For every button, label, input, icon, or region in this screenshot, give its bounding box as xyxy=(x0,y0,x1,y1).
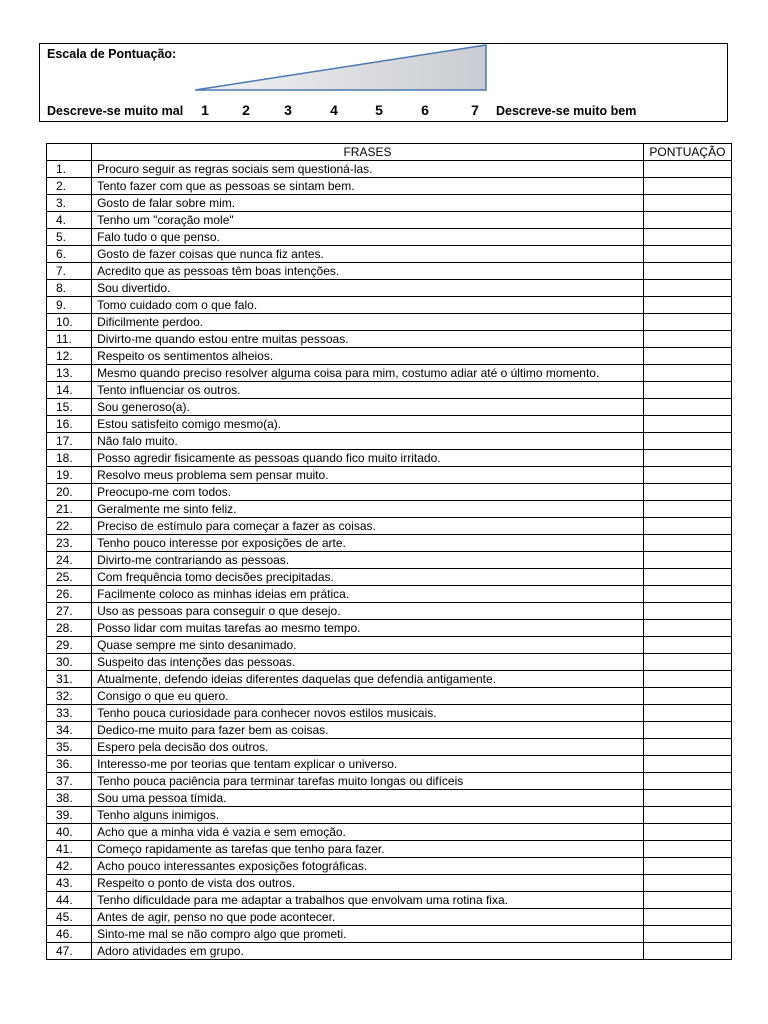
row-phrase: Divirto-me quando estou entre muitas pessoas. xyxy=(92,331,644,348)
row-phrase: Sinto-me mal se não compro algo que prometi. xyxy=(92,926,644,943)
row-score-cell[interactable] xyxy=(643,552,731,569)
table-row xyxy=(47,467,732,484)
row-phrase: Antes de agir, penso no que pode acontecer. xyxy=(92,909,644,926)
table-row xyxy=(47,297,732,314)
row-phrase: Tenho um "coração mole" xyxy=(92,212,644,229)
row-score-cell[interactable] xyxy=(643,654,731,671)
row-number: 7. xyxy=(47,263,92,280)
row-score-cell[interactable] xyxy=(643,705,731,722)
row-number: 23. xyxy=(47,535,92,552)
row-phrase: Interesso-me por teorias que tentam explicar o universo. xyxy=(92,756,644,773)
table-row xyxy=(47,484,732,501)
row-number: 22. xyxy=(47,518,92,535)
row-phrase: Respeito o ponto de vista dos outros. xyxy=(92,875,644,892)
table-header-row xyxy=(47,144,732,161)
row-phrase: Uso as pessoas para conseguir o que desejo. xyxy=(92,603,644,620)
header-phrases: FRASES xyxy=(92,144,644,161)
row-phrase: Dificilmente perdoo. xyxy=(92,314,644,331)
row-number: 17. xyxy=(47,433,92,450)
row-number: 39. xyxy=(47,807,92,824)
row-score-cell[interactable] xyxy=(643,195,731,212)
row-score-cell[interactable] xyxy=(643,331,731,348)
table-row xyxy=(47,518,732,535)
row-score-cell[interactable] xyxy=(643,484,731,501)
table-row xyxy=(47,722,732,739)
table-row xyxy=(47,314,732,331)
row-number: 13. xyxy=(47,365,92,382)
table-row xyxy=(47,858,732,875)
row-number: 24. xyxy=(47,552,92,569)
row-phrase: Espero pela decisão dos outros. xyxy=(92,739,644,756)
row-phrase: Facilmente coloco as minhas ideias em prática. xyxy=(92,586,644,603)
row-phrase: Quase sempre me sinto desanimado. xyxy=(92,637,644,654)
row-score-cell[interactable] xyxy=(643,926,731,943)
row-score-cell[interactable] xyxy=(643,399,731,416)
row-phrase: Sou generoso(a). xyxy=(92,399,644,416)
row-number: 15. xyxy=(47,399,92,416)
table-row xyxy=(47,161,732,178)
row-score-cell[interactable] xyxy=(643,824,731,841)
header-number-cell xyxy=(47,144,92,161)
row-score-cell[interactable] xyxy=(643,212,731,229)
row-score-cell[interactable] xyxy=(643,603,731,620)
table-row xyxy=(47,705,732,722)
row-score-cell[interactable] xyxy=(643,365,731,382)
row-number: 18. xyxy=(47,450,92,467)
row-number: 41. xyxy=(47,841,92,858)
row-number: 2. xyxy=(47,178,92,195)
table-row xyxy=(47,365,732,382)
table-row xyxy=(47,212,732,229)
table-row xyxy=(47,943,732,960)
row-score-cell[interactable] xyxy=(643,518,731,535)
table-row xyxy=(47,807,732,824)
row-phrase: Com frequência tomo decisões precipitadas. xyxy=(92,569,644,586)
table-row xyxy=(47,790,732,807)
scale-triangle-graphic xyxy=(193,44,488,92)
table-row xyxy=(47,178,732,195)
row-phrase: Estou satisfeito comigo mesmo(a). xyxy=(92,416,644,433)
row-score-cell[interactable] xyxy=(643,909,731,926)
row-score-cell[interactable] xyxy=(643,263,731,280)
table-row xyxy=(47,552,732,569)
scale-number-2: 2 xyxy=(242,102,250,118)
table-body xyxy=(47,161,732,960)
row-number: 30. xyxy=(47,654,92,671)
row-number: 31. xyxy=(47,671,92,688)
row-number: 32. xyxy=(47,688,92,705)
row-number: 16. xyxy=(47,416,92,433)
table-row xyxy=(47,229,732,246)
row-score-cell[interactable] xyxy=(643,467,731,484)
table-row xyxy=(47,416,732,433)
scale-left-label: Descreve-se muito mal xyxy=(47,104,184,118)
score-scale-box xyxy=(39,43,728,122)
row-phrase: Resolvo meus problema sem pensar muito. xyxy=(92,467,644,484)
row-score-cell[interactable] xyxy=(643,450,731,467)
row-score-cell[interactable] xyxy=(643,416,731,433)
row-score-cell[interactable] xyxy=(643,739,731,756)
table-row xyxy=(47,773,732,790)
row-number: 37. xyxy=(47,773,92,790)
table-row xyxy=(47,654,732,671)
row-number: 1. xyxy=(47,161,92,178)
row-number: 33. xyxy=(47,705,92,722)
table-row xyxy=(47,620,732,637)
table-row xyxy=(47,739,732,756)
table-row xyxy=(47,195,732,212)
row-number: 12. xyxy=(47,348,92,365)
row-number: 6. xyxy=(47,246,92,263)
row-phrase: Sou divertido. xyxy=(92,280,644,297)
row-phrase: Tenho pouca paciência para terminar tarefas muito longas ou difíceis xyxy=(92,773,644,790)
row-number: 44. xyxy=(47,892,92,909)
table-row xyxy=(47,637,732,654)
row-score-cell[interactable] xyxy=(643,280,731,297)
scale-number-4: 4 xyxy=(330,102,338,118)
row-number: 20. xyxy=(47,484,92,501)
row-score-cell[interactable] xyxy=(643,756,731,773)
table-row xyxy=(47,331,732,348)
table-row xyxy=(47,263,732,280)
scale-right-label: Descreve-se muito bem xyxy=(496,104,637,118)
row-score-cell[interactable] xyxy=(643,569,731,586)
row-score-cell[interactable] xyxy=(643,297,731,314)
scale-number-6: 6 xyxy=(421,102,429,118)
row-phrase: Tomo cuidado com o que falo. xyxy=(92,297,644,314)
table-row xyxy=(47,433,732,450)
row-phrase: Não falo muito. xyxy=(92,433,644,450)
row-number: 27. xyxy=(47,603,92,620)
row-number: 5. xyxy=(47,229,92,246)
table-row xyxy=(47,280,732,297)
table-row xyxy=(47,535,732,552)
row-phrase: Divirto-me contrariando as pessoas. xyxy=(92,552,644,569)
row-phrase: Falo tudo o que penso. xyxy=(92,229,644,246)
row-number: 47. xyxy=(47,943,92,960)
row-score-cell[interactable] xyxy=(643,773,731,790)
table-row xyxy=(47,348,732,365)
row-phrase: Gosto de fazer coisas que nunca fiz antes. xyxy=(92,246,644,263)
row-score-cell[interactable] xyxy=(643,722,731,739)
table-row xyxy=(47,892,732,909)
table-row xyxy=(47,501,732,518)
scale-number-3: 3 xyxy=(284,102,292,118)
row-number: 40. xyxy=(47,824,92,841)
scale-number-5: 5 xyxy=(375,102,383,118)
row-number: 26. xyxy=(47,586,92,603)
row-score-cell[interactable] xyxy=(643,858,731,875)
row-score-cell[interactable] xyxy=(643,229,731,246)
row-phrase: Atualmente, defendo ideias diferentes daquelas que defendia antigamente. xyxy=(92,671,644,688)
row-phrase: Tento influenciar os outros. xyxy=(92,382,644,399)
scale-number-7: 7 xyxy=(471,102,479,118)
row-phrase: Geralmente me sinto feliz. xyxy=(92,501,644,518)
row-number: 43. xyxy=(47,875,92,892)
scale-title: Escala de Pontuação: xyxy=(47,47,177,61)
table-row xyxy=(47,909,732,926)
table-row xyxy=(47,926,732,943)
row-score-cell[interactable] xyxy=(643,875,731,892)
table-row xyxy=(47,688,732,705)
table-row xyxy=(47,841,732,858)
table-row xyxy=(47,399,732,416)
row-phrase: Tenho alguns inimigos. xyxy=(92,807,644,824)
table-row xyxy=(47,756,732,773)
row-number: 36. xyxy=(47,756,92,773)
row-score-cell[interactable] xyxy=(643,892,731,909)
row-number: 25. xyxy=(47,569,92,586)
table-row xyxy=(47,450,732,467)
row-number: 35. xyxy=(47,739,92,756)
row-number: 19. xyxy=(47,467,92,484)
row-phrase: Começo rapidamente as tarefas que tenho para fazer. xyxy=(92,841,644,858)
row-number: 46. xyxy=(47,926,92,943)
table-row xyxy=(47,603,732,620)
phrases-table xyxy=(46,143,732,960)
row-number: 28. xyxy=(47,620,92,637)
row-score-cell[interactable] xyxy=(643,620,731,637)
row-score-cell[interactable] xyxy=(643,790,731,807)
row-phrase: Tenho pouca curiosidade para conhecer novos estilos musicais. xyxy=(92,705,644,722)
row-score-cell[interactable] xyxy=(643,586,731,603)
table-row xyxy=(47,246,732,263)
row-phrase: Procuro seguir as regras sociais sem questioná-las. xyxy=(92,161,644,178)
row-phrase: Sou uma pessoa tímida. xyxy=(92,790,644,807)
row-phrase: Consigo o que eu quero. xyxy=(92,688,644,705)
row-phrase: Posso lidar com muitas tarefas ao mesmo tempo. xyxy=(92,620,644,637)
row-number: 14. xyxy=(47,382,92,399)
row-phrase: Suspeito das intenções das pessoas. xyxy=(92,654,644,671)
row-phrase: Acredito que as pessoas têm boas intenções. xyxy=(92,263,644,280)
table-row xyxy=(47,569,732,586)
row-number: 4. xyxy=(47,212,92,229)
row-number: 42. xyxy=(47,858,92,875)
row-score-cell[interactable] xyxy=(643,178,731,195)
row-score-cell[interactable] xyxy=(643,637,731,654)
row-phrase: Acho pouco interessantes exposições fotográficas. xyxy=(92,858,644,875)
header-score: PONTUAÇÃO xyxy=(643,144,731,161)
row-number: 45. xyxy=(47,909,92,926)
row-phrase: Gosto de falar sobre mim. xyxy=(92,195,644,212)
row-score-cell[interactable] xyxy=(643,841,731,858)
row-score-cell[interactable] xyxy=(643,807,731,824)
row-phrase: Tenho dificuldade para me adaptar a trabalhos que envolvam uma rotina fixa. xyxy=(92,892,644,909)
row-number: 9. xyxy=(47,297,92,314)
row-phrase: Posso agredir fisicamente as pessoas quando fico muito irritado. xyxy=(92,450,644,467)
row-phrase: Mesmo quando preciso resolver alguma coisa para mim, costumo adiar até o último momento. xyxy=(92,365,644,382)
row-score-cell[interactable] xyxy=(643,161,731,178)
row-phrase: Tento fazer com que as pessoas se sintam bem. xyxy=(92,178,644,195)
table-row xyxy=(47,586,732,603)
row-score-cell[interactable] xyxy=(643,246,731,263)
scale-number-1: 1 xyxy=(201,102,209,118)
row-number: 8. xyxy=(47,280,92,297)
row-phrase: Respeito os sentimentos alheios. xyxy=(92,348,644,365)
row-phrase: Acho que a minha vida é vazia e sem emoção. xyxy=(92,824,644,841)
row-number: 38. xyxy=(47,790,92,807)
table-row xyxy=(47,824,732,841)
table-row xyxy=(47,671,732,688)
row-phrase: Preocupo-me com todos. xyxy=(92,484,644,501)
row-phrase: Preciso de estímulo para começar a fazer as coisas. xyxy=(92,518,644,535)
table-row xyxy=(47,875,732,892)
row-number: 34. xyxy=(47,722,92,739)
row-score-cell[interactable] xyxy=(643,943,731,960)
row-score-cell[interactable] xyxy=(643,382,731,399)
row-score-cell[interactable] xyxy=(643,348,731,365)
row-number: 11. xyxy=(47,331,92,348)
row-score-cell[interactable] xyxy=(643,433,731,450)
row-number: 10. xyxy=(47,314,92,331)
row-number: 21. xyxy=(47,501,92,518)
row-phrase: Tenho pouco interesse por exposições de arte. xyxy=(92,535,644,552)
row-phrase: Dedico-me muito para fazer bem as coisas. xyxy=(92,722,644,739)
row-score-cell[interactable] xyxy=(643,671,731,688)
row-score-cell[interactable] xyxy=(643,535,731,552)
table-row xyxy=(47,382,732,399)
row-number: 3. xyxy=(47,195,92,212)
row-phrase: Adoro atividades em grupo. xyxy=(92,943,644,960)
row-number: 29. xyxy=(47,637,92,654)
row-score-cell[interactable] xyxy=(643,688,731,705)
row-score-cell[interactable] xyxy=(643,314,731,331)
row-score-cell[interactable] xyxy=(643,501,731,518)
